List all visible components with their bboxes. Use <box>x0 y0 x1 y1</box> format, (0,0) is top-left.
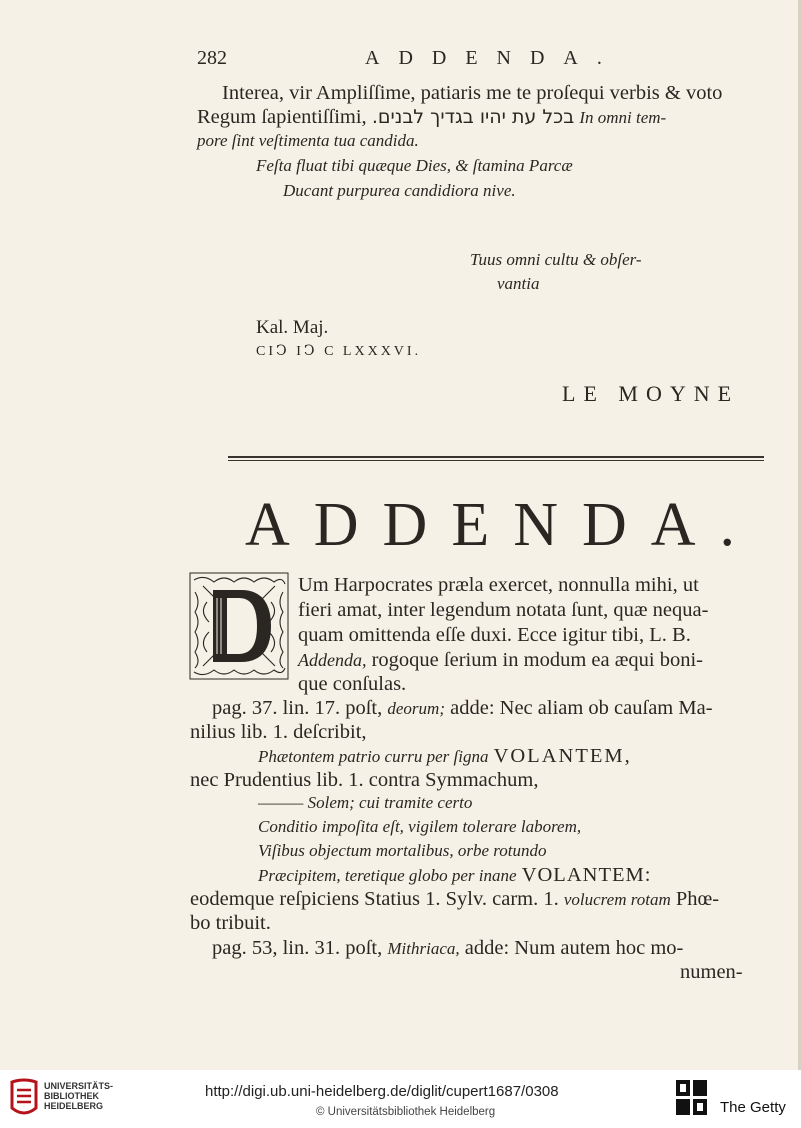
ref-line-4 <box>190 888 719 911</box>
quote-line-5 <box>258 864 651 887</box>
ref-line-1-italic: deorum; <box>387 699 445 718</box>
section-divider-thick <box>228 456 764 458</box>
ub-name-line-1: UNIVERSITÄTS- <box>44 1081 114 1091</box>
quote-line-4: Viſibus objectum mortalibus, orbe rotundo <box>258 841 547 860</box>
quote-line-1-caps: VOLANTEM, <box>493 745 632 767</box>
getty-name: The Getty <box>720 1099 786 1116</box>
closing-line-2: vantia <box>497 274 540 293</box>
ref-line-2: nilius lib. 1. deſcribit, <box>190 721 367 743</box>
date-line-2: CIↃ IↃ C LXXXVI. <box>256 344 422 359</box>
body-line-1: Um Harpocrates præla exercet, nonnulla mihi, ut <box>298 574 699 596</box>
university-library-logo-icon <box>8 1078 40 1120</box>
body-line-4-rest: rogoque ſerium in modum ea æqui boni- <box>371 649 703 671</box>
letter-line-3: pore ſint veſtimenta tua candida. <box>197 131 419 150</box>
addenda-word: Addenda, <box>298 650 367 670</box>
letter-line-2 <box>197 106 666 129</box>
copyright-notice: © Universitätsbibliothek Heidelberg <box>316 1106 496 1118</box>
quote-line-1 <box>258 745 632 768</box>
body-line-4 <box>298 649 703 672</box>
quote-line-3: Conditio impoſita eſt, vigilem tolerare laborem, <box>258 817 582 836</box>
quote-line-5-italic: Præcipitem, teretique globo per inane <box>258 866 517 885</box>
body-line-2: fieri amat, inter legendum notata ſunt, quæ nequa- <box>298 599 709 621</box>
letter-line-1: Interea, vir Ampliſſime, patiaris me te proſequi verbis & voto <box>222 82 723 104</box>
ref-line-1 <box>212 697 713 720</box>
ref-line-6 <box>212 937 683 960</box>
body-line-5: que conſulas. <box>298 673 407 695</box>
university-library-name <box>44 1081 113 1111</box>
letter-line-2-italic: In omni tem- <box>579 108 667 127</box>
ref-line-4-italic: volucrem rotam <box>563 890 671 909</box>
section-divider-thin <box>228 460 764 461</box>
closing-line-1: Tuus omni cultu & obſer- <box>470 250 642 269</box>
quote-line-2: ——— Solem; cui tramite certo <box>258 793 473 812</box>
ref-line-4-a: eodemque reſpiciens Statius 1. Sylv. carm. 1. <box>190 888 559 910</box>
quote-line-5-caps: VOLANTEM: <box>521 864 652 886</box>
ub-name-line-2: BIBLIOTHEK <box>44 1091 99 1101</box>
ref-line-4-rest: Phœ- <box>675 888 720 910</box>
decorated-initial-d-icon <box>189 572 289 680</box>
ref-line-5: bo tribuit. <box>190 912 271 934</box>
ref-line-3: nec Prudentius lib. 1. contra Symmachum, <box>190 769 539 791</box>
ref-line-6-italic: Mithriaca, <box>387 939 460 958</box>
ref-line-6-rest: adde: Num autem hoc mo- <box>464 937 684 959</box>
getty-logo-icon <box>674 1078 710 1118</box>
page-number: 282 <box>197 47 227 69</box>
verse-line-1: Feſta fluat tibi quæque Dies, & ſtamina Parcæ <box>256 156 573 175</box>
ref-line-6-a: pag. 53, lin. 31. poſt, <box>212 937 383 959</box>
quote-line-1-italic: Phætontem patrio curru per ſigna <box>258 747 489 766</box>
catchword: numen- <box>680 961 743 983</box>
section-title: ADDENDA. <box>245 491 760 559</box>
ub-name-line-3: HEIDELBERG <box>44 1101 104 1111</box>
hebrew-quote: בכל עת יהיו בגדיך לבנים. <box>371 106 575 128</box>
running-title: ADDENDA. <box>365 47 621 69</box>
signature: LE MOYNE <box>562 381 740 406</box>
letter-line-2-latin: Regum ſapientiſſimi, <box>197 106 367 128</box>
date-line-1: Kal. Maj. <box>256 317 329 338</box>
ref-line-1-rest: adde: Nec aliam ob cauſam Ma- <box>450 697 713 719</box>
body-line-3: quam omittenda eſſe duxi. Ecce igitur tibi, L. B. <box>298 624 691 646</box>
verse-line-2: Ducant purpurea candidiora nive. <box>283 181 516 200</box>
digital-copy-link[interactable]: http://digi.ub.uni-heidelberg.de/diglit/cupert1687/0308 <box>205 1083 559 1100</box>
ref-line-1-a: pag. 37. lin. 17. poſt, <box>212 697 383 719</box>
